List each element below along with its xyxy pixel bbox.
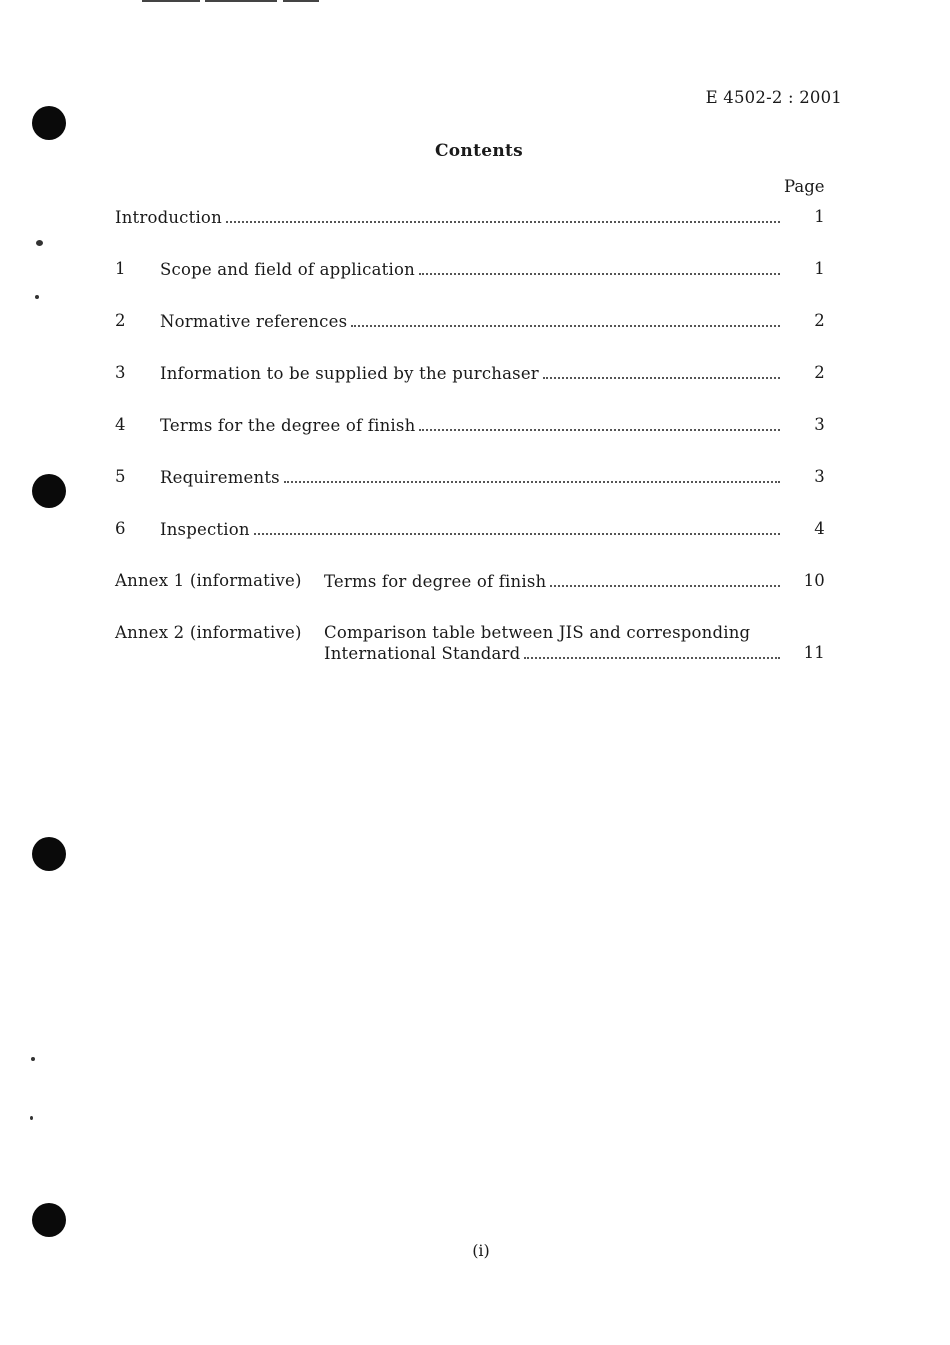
dot-leader <box>419 259 780 275</box>
toc-entry-leader <box>115 207 780 227</box>
toc-entry-title: Normative references <box>160 312 348 331</box>
page-column-header: Page <box>784 177 825 196</box>
toc-entry-number: 1 <box>115 259 126 278</box>
toc-entry-annex-2[interactable] <box>115 623 835 667</box>
dot-leader <box>351 311 780 327</box>
toc-entry-4[interactable] <box>115 415 835 439</box>
toc-entry-leader <box>160 519 780 539</box>
binder-hole <box>32 837 66 871</box>
scan-artifact-line <box>205 0 277 2</box>
toc-entry-number: 2 <box>115 311 126 330</box>
dot-leader <box>226 207 780 223</box>
annex-title-text: International Standard <box>324 644 521 663</box>
scan-speck <box>35 295 39 299</box>
toc-entry-title: Information to be supplied by the purchaser <box>160 364 539 383</box>
toc-entry-6[interactable] <box>115 519 835 543</box>
binder-hole <box>32 106 66 140</box>
toc-entry-page: 11 <box>803 643 825 662</box>
binder-hole <box>32 474 66 508</box>
dot-leader <box>543 363 780 379</box>
scan-artifact-line <box>283 0 319 2</box>
annex-label: Annex 1 (informative) <box>115 571 302 590</box>
toc-entry-1[interactable] <box>115 259 835 283</box>
toc-entry-page: 2 <box>814 363 825 382</box>
toc-entry-number: 6 <box>115 519 126 538</box>
annex-title-text: Comparison table between JIS and corresponding <box>324 623 751 642</box>
page-title: Contents <box>434 141 524 161</box>
toc-entry-title: Inspection <box>160 520 250 539</box>
toc-entry-3[interactable] <box>115 363 835 387</box>
dot-leader <box>550 571 780 587</box>
footer-page-number: (i) <box>472 1241 490 1260</box>
annex-title-line <box>324 643 780 663</box>
toc-entry-leader <box>160 311 780 331</box>
document-id: E 4502-2 : 2001 <box>705 88 842 107</box>
scan-speck <box>30 1116 33 1120</box>
annex-title-text: Terms for degree of finish <box>324 572 547 591</box>
toc-entry-page: 1 <box>814 259 825 278</box>
toc-entry-2[interactable] <box>115 311 835 335</box>
toc-entry-number: 5 <box>115 467 126 486</box>
annex-title <box>324 571 780 591</box>
toc-entry-title: Introduction <box>115 208 222 227</box>
toc-entry-page: 3 <box>814 467 825 486</box>
toc-entry-leader <box>160 415 780 435</box>
toc-entry-5[interactable] <box>115 467 835 491</box>
toc-entry-annex-1[interactable] <box>115 571 835 595</box>
toc-entry-page: 10 <box>803 571 825 590</box>
toc-entry-number: 4 <box>115 415 126 434</box>
dot-leader <box>419 415 780 431</box>
toc-entry-leader <box>160 259 780 279</box>
toc-entry-title: Scope and field of application <box>160 260 415 279</box>
toc-entry-title: Requirements <box>160 468 280 487</box>
binder-hole <box>32 1203 66 1237</box>
toc-entry-page: 4 <box>814 519 825 538</box>
dot-leader <box>254 519 780 535</box>
scan-speck <box>36 240 43 246</box>
annex-label: Annex 2 (informative) <box>115 623 302 642</box>
toc-entry-page: 1 <box>814 207 825 226</box>
toc-entry-number: 3 <box>115 363 126 382</box>
annex-title-line <box>324 623 780 643</box>
annex-title-line <box>324 571 780 591</box>
scan-artifact-line <box>142 0 200 2</box>
toc-entry-title: Terms for the degree of finish <box>160 416 416 435</box>
toc-entry-page: 3 <box>814 415 825 434</box>
toc-entry-leader <box>160 467 780 487</box>
scan-speck <box>31 1057 35 1061</box>
toc-entry-leader <box>160 363 780 383</box>
toc-entry-page: 2 <box>814 311 825 330</box>
toc-entry-introduction[interactable] <box>115 207 835 231</box>
dot-leader <box>524 643 780 659</box>
dot-leader <box>284 467 780 483</box>
annex-title <box>324 623 780 663</box>
